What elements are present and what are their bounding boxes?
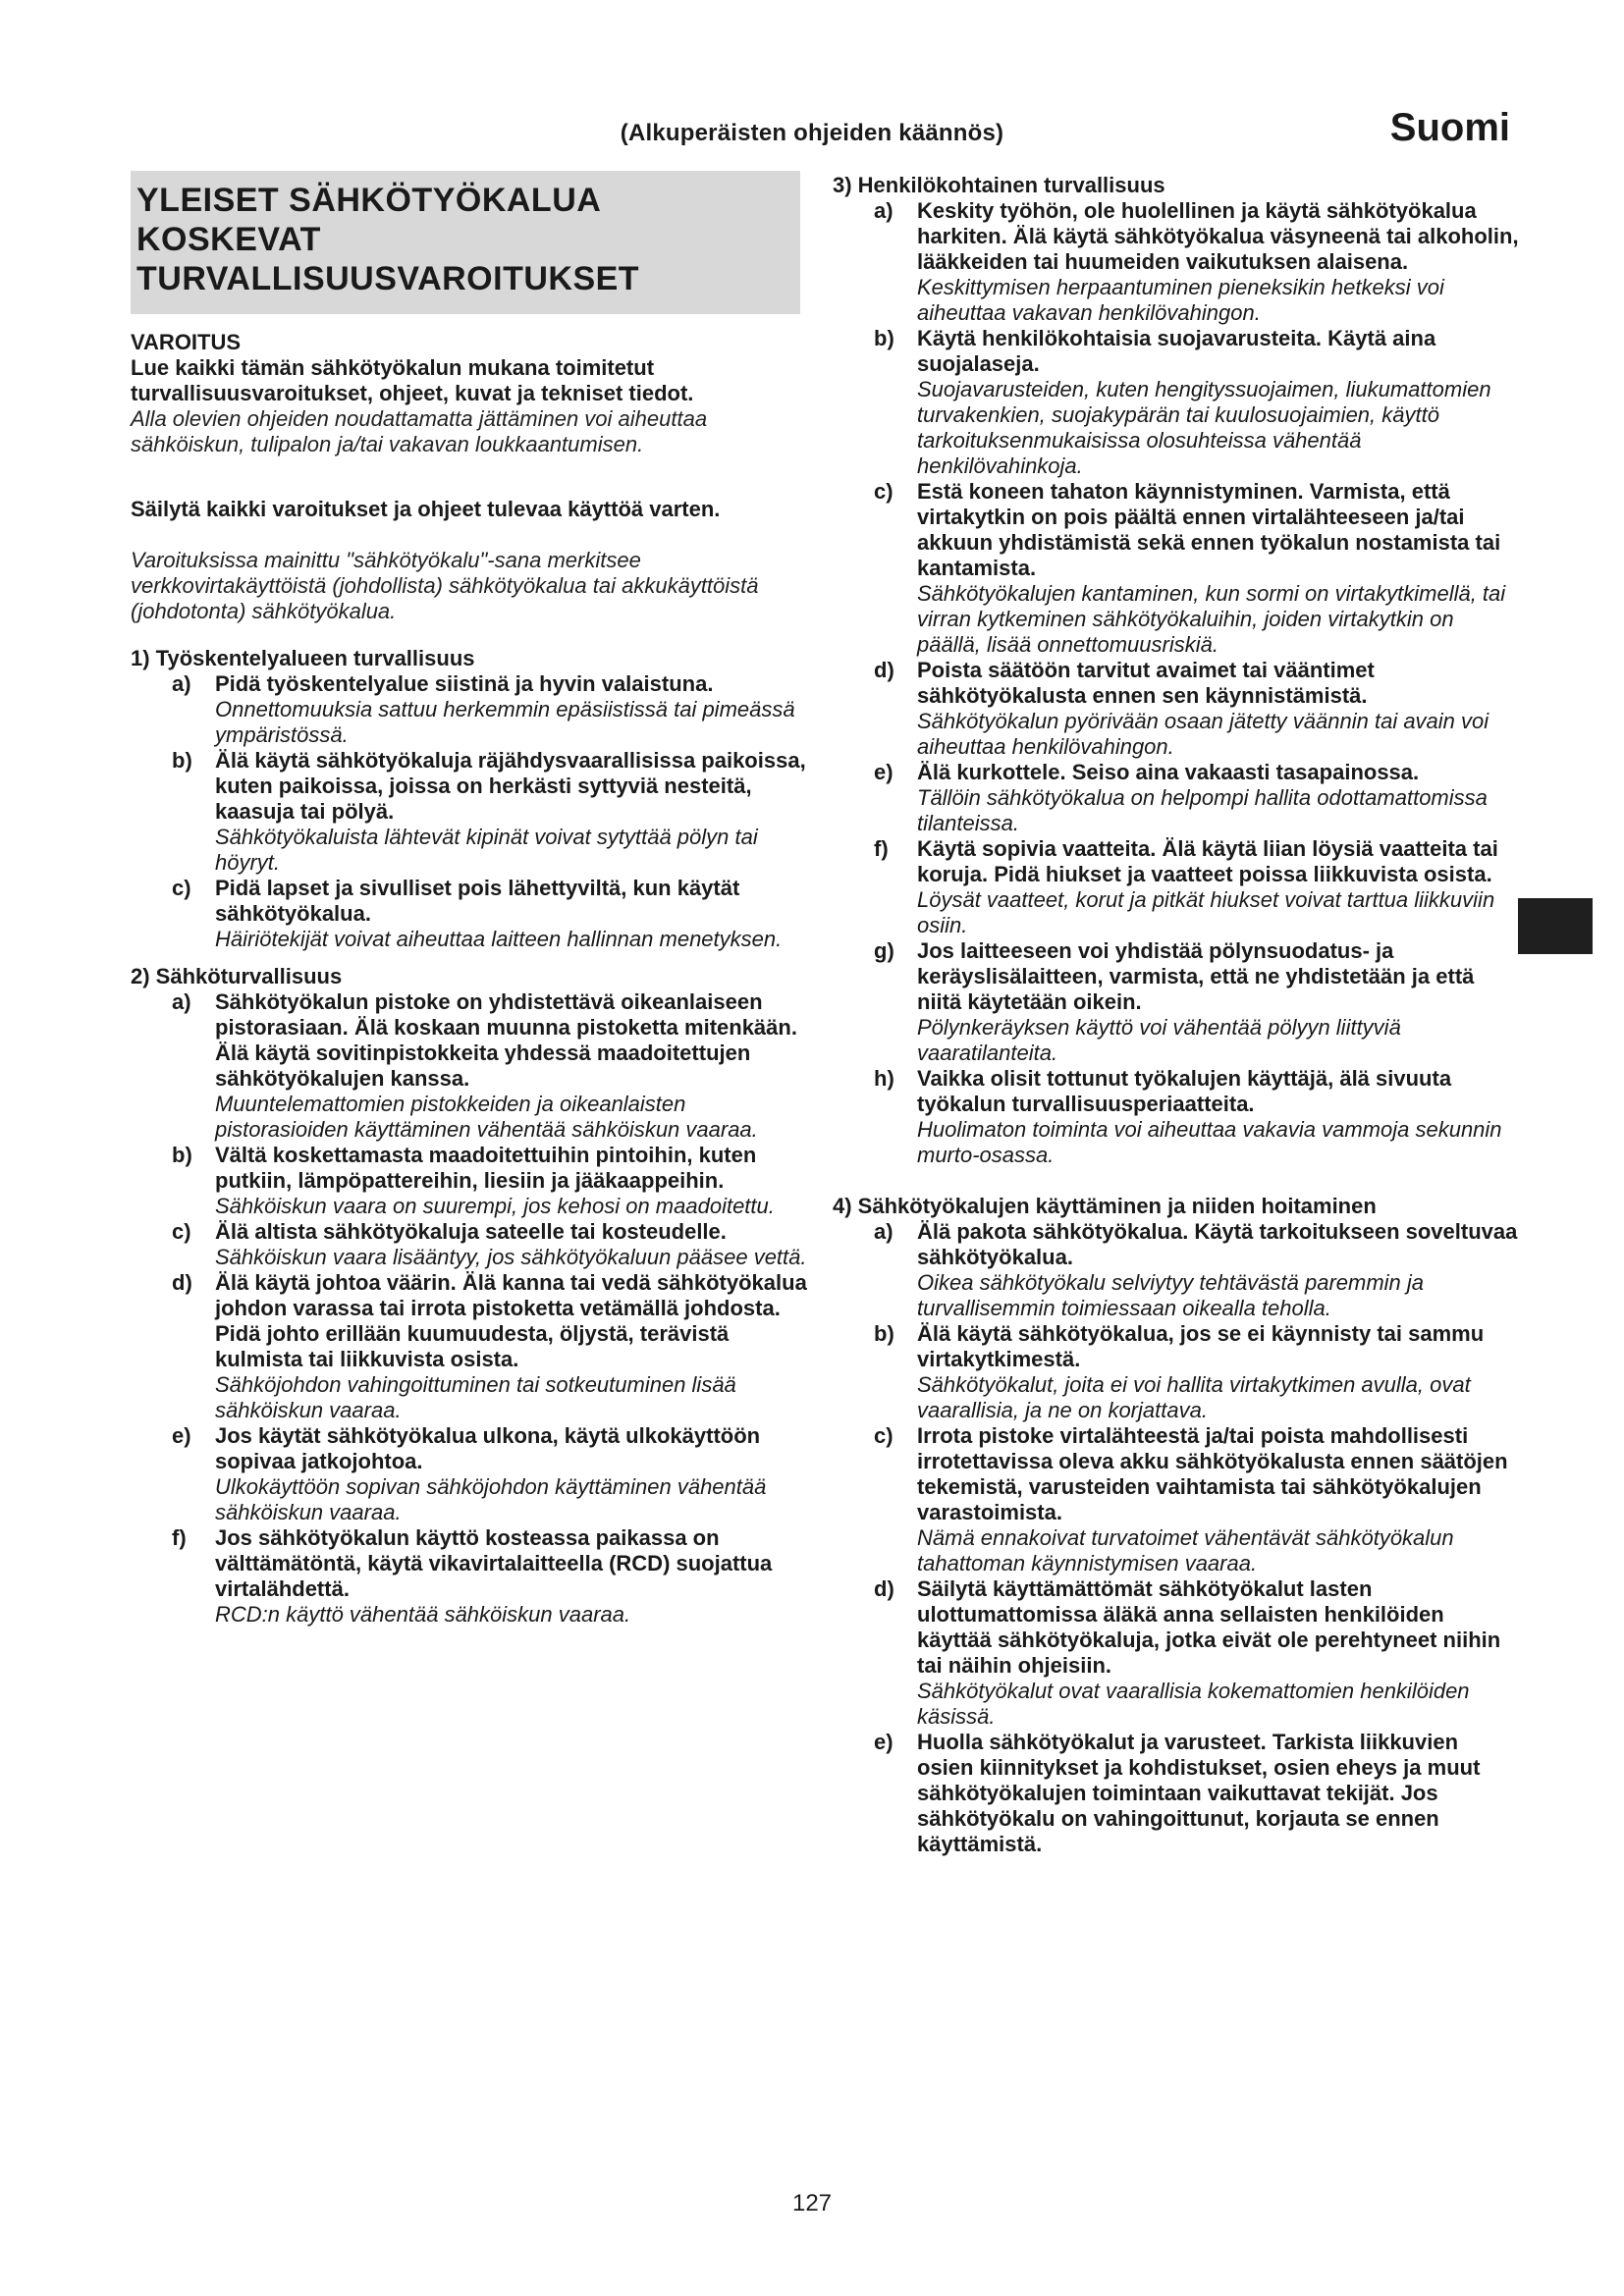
item-instruction: Pidä työskentelyalue siistinä ja hyvin valaistuna.: [215, 671, 714, 696]
item-instruction: Jos laitteeseen voi yhdistää pölynsuodatus- ja keräyslisälaitteen, varmista, että ne yhdistetään ja että niitä käytetään oikein.: [917, 938, 1475, 1014]
item-explanation: Sähköjohdon vahingoittuminen tai sotkeutuminen lisää sähköiskun vaaraa.: [215, 1372, 736, 1422]
item-letter: a): [172, 989, 191, 1014]
item-letter: c): [172, 1219, 191, 1244]
item-letter: c): [874, 479, 893, 504]
item-explanation: Tällöin sähkötyökalua on helpompi hallita odottamattomissa tilanteissa.: [917, 785, 1488, 835]
section-heading: 2) Sähköturvallisuus: [131, 964, 343, 988]
item-letter: h): [874, 1066, 894, 1091]
language-label: Suomi: [1389, 106, 1510, 149]
list-item: [833, 1321, 1520, 1423]
item-letter: b): [172, 1143, 192, 1167]
warning-text: Lue kaikki tämän sähkötyökalun mukana toimitetut turvallisuusvaroitukset, ohjeet, kuvat ja tekniset tiedot.: [131, 355, 694, 405]
translation-note: (Alkuperäisten ohjeiden käännös): [620, 120, 1004, 146]
item-letter: d): [172, 1270, 192, 1295]
list-item: [131, 671, 808, 748]
item-explanation: Sähkötyökalun pyörivään osaan jätetty väännin tai avain voi aiheuttaa henkilövahingon.: [917, 709, 1489, 759]
title-line-3: TURVALLISUUSVAROITUKSET: [136, 260, 640, 297]
item-instruction: Poista säätöön tarvitut avaimet tai vääntimet sähkötyökalusta ennen sen käynnistämistä.: [917, 658, 1375, 708]
item-explanation: Löysät vaatteet, korut ja pitkät hiukset voivat tarttua liikkuviin osiin.: [917, 887, 1495, 937]
item-explanation: Oikea sähkötyökalu selviytyy tehtävästä paremmin ja turvallisemmin toimiessaan oikealla teholla.: [917, 1270, 1425, 1320]
term-definition: Varoituksissa mainittu "sähkötyökalu"-sana merkitsee verkkovirtakäyttöistä (johdollista) sähkötyökalua tai akkukäyttöistä (johdotonta) sähkötyökalua.: [131, 548, 759, 623]
item-explanation: Sähköiskun vaara lisääntyy, jos sähkötyökaluun pääsee vettä.: [215, 1245, 807, 1269]
item-explanation: Sähkötyökalut, joita ei voi hallita virtakytkimen avulla, ovat vaarallisia, ja ne on korjattava.: [917, 1372, 1471, 1422]
item-explanation: Huolimaton toiminta voi aiheuttaa vakavia vammoja sekunnin murto-osassa.: [917, 1117, 1502, 1167]
item-letter: a): [172, 671, 191, 696]
section-tool-use-care: [833, 1194, 1520, 1857]
list-item: [833, 198, 1520, 326]
list-item: [131, 1219, 808, 1270]
warning-consequence: Alla olevien ohjeiden noudattamatta jättäminen voi aiheuttaa sähköiskun, tulipalon ja/tai vakavan loukkaantumisen.: [131, 406, 708, 456]
page-number: 127: [791, 2190, 833, 2216]
title-line-1: YLEISET SÄHKÖTYÖKALUA: [136, 182, 602, 219]
item-letter: d): [874, 1576, 894, 1601]
item-letter: c): [172, 876, 191, 900]
right-column: [833, 173, 1520, 1857]
item-instruction: Estä koneen tahaton käynnistyminen. Varmista, että virtakytkin on pois päältä ennen virtalähteeseen ja/tai akkuun yhdistämistä sekä ennen työkalun nostamista tai kantamista.: [917, 479, 1501, 580]
item-instruction: Käytä sopivia vaatteita. Älä käytä liian löysiä vaatteita tai koruja. Pidä hiukset ja vaatteet poissa liikkuvista osista.: [917, 836, 1498, 886]
section-personal-safety: [833, 173, 1520, 1168]
item-instruction: Keskity työhön, ole huolellinen ja käytä sähkötyökalua harkiten. Älä käytä sähkötyökalua väsyneenä tai alkoholin, lääkkeiden tai huumeiden vaikutuksen alaisena.: [917, 198, 1519, 274]
item-instruction: Älä käytä johtoa väärin. Älä kanna tai vedä sähkötyökalua johdon varassa tai irrota pistoketta vetämällä johdosta. Pidä johto erillään kuumuudesta, öljystä, terävistä kulmista tai liikkuvista osista.: [215, 1270, 807, 1371]
item-explanation: Sähkötyökalujen kantaminen, kun sormi on virtakytkimellä, tai virran kytkeminen sähkötyökaluihin, joiden virtakytkin on päällä, lisää onnettomuusriskiä.: [917, 581, 1506, 657]
list-item: [131, 1525, 808, 1628]
item-explanation: Pölynkeräyksen käyttö voi vähentää pölyyn liittyviä vaaratilanteita.: [917, 1015, 1401, 1065]
list-item: [833, 1219, 1520, 1321]
item-instruction: Älä käytä sähkötyökalua, jos se ei käynnisty tai sammu virtakytkimestä.: [917, 1321, 1485, 1371]
item-letter: b): [874, 326, 894, 350]
keep-instructions: Säilytä kaikki varoitukset ja ohjeet tulevaa käyttöä varten.: [131, 497, 721, 521]
warning-label: VAROITUS: [131, 330, 242, 354]
item-explanation: Keskittymisen herpaantuminen pieneksikin hetkeksi voi aiheuttaa vakavan henkilövahingon.: [917, 275, 1444, 325]
list-item: [131, 1143, 808, 1219]
item-letter: f): [874, 836, 889, 861]
list-item: [833, 760, 1520, 836]
list-item: [131, 876, 808, 952]
item-letter: f): [172, 1525, 187, 1550]
section-electrical-safety: [131, 964, 808, 1628]
item-explanation: RCD:n käyttö vähentää sähköiskun vaaraa.: [215, 1602, 631, 1627]
item-explanation: Suojavarusteiden, kuten hengityssuojaimen, liukumattomien turvakenkien, suojakypärän tai kuulosuojaimien, käyttö tarkoituksenmukaisissa olosuhteissa vähentää henkilövahinkoja.: [917, 377, 1491, 478]
item-explanation: Ulkokäyttöön sopivan sähköjohdon käyttäminen vähentää sähköiskun vaaraa.: [215, 1474, 767, 1524]
item-letter: b): [874, 1321, 894, 1346]
item-explanation: Häiriötekijät voivat aiheuttaa laitteen hallinnan menetyksen.: [215, 927, 783, 951]
list-item: [833, 1576, 1520, 1730]
item-instruction: Vältä koskettamasta maadoitettuihin pintoihin, kuten putkiin, lämpöpattereihin, liesiin ja jääkaappeihin.: [215, 1143, 757, 1193]
item-instruction: Jos sähkötyökalun käyttö kosteassa paikassa on välttämätöntä, käytä vikavirtalaitteella (RCD) suojattua virtalähdettä.: [215, 1525, 773, 1601]
list-item: [833, 836, 1520, 938]
section-heading: 4) Sähkötyökalujen käyttäminen ja niiden hoitaminen: [833, 1194, 1377, 1218]
item-instruction: Sähkötyökalun pistoke on yhdistettävä oikeanlaiseen pistorasiaan. Älä koskaan muunna pistoketta mitenkään. Älä käytä sovitinpistokkeita yhdessä maadoitettujen sähkötyökalujen kanssa.: [215, 989, 797, 1091]
item-instruction: Irrota pistoke virtalähteestä ja/tai poista mahdollisesti irrotettavissa oleva akku sähkötyökalusta ennen säätöjen tekemistä, varusteiden vaihtamista tai sähkötyökalujen varastoimista.: [917, 1423, 1508, 1524]
item-instruction: Älä altista sähkötyökaluja sateelle tai kosteudelle.: [215, 1219, 727, 1244]
item-explanation: Sähkötyökalut ovat vaarallisia kokemattomien henkilöiden käsissä.: [917, 1679, 1470, 1729]
item-explanation: Muuntelemattomien pistokkeiden ja oikeanlaisten pistorasioiden käyttäminen vähentää sähköiskun vaaraa.: [215, 1092, 758, 1142]
item-instruction: Huolla sähkötyökalut ja varusteet. Tarkista liikkuvien osien kiinnitykset ja kohdistukset, osien eheys ja muut sähkötyökalujen toimintaan vaikuttavat tekijät. Jos sähkötyökalu on vahingoittunut, korjauta se ennen käyttämistä.: [917, 1730, 1481, 1856]
item-explanation: Sähkötyökaluista lähtevät kipinät voivat sytyttää pölyn tai höyryt.: [215, 825, 758, 875]
list-item: [833, 1066, 1520, 1168]
item-instruction: Älä pakota sähkötyökalua. Käytä tarkoitukseen soveltuvaa sähkötyökalua.: [917, 1219, 1518, 1269]
item-explanation: Sähköiskun vaara on suurempi, jos kehosi on maadoitettu.: [215, 1194, 775, 1218]
item-instruction: Jos käytät sähkötyökalua ulkona, käytä ulkokäyttöön sopivaa jatkojohtoa.: [215, 1423, 761, 1473]
item-explanation: Nämä ennakoivat turvatoimet vähentävät sähkötyökalun tahattoman käynnistymisen vaaraa.: [917, 1525, 1454, 1575]
list-item: [131, 748, 808, 876]
title-line-2: KOSKEVAT: [136, 221, 321, 258]
list-item: [833, 326, 1520, 479]
list-item: [131, 989, 808, 1143]
item-instruction: Vaikka olisit tottunut työkalujen käyttäjä, älä sivuuta työkalun turvallisuusperiaatteita.: [917, 1066, 1452, 1116]
section-heading: 1) Työskentelyalueen turvallisuus: [131, 646, 475, 670]
language-tab-marker: [1518, 898, 1593, 954]
section-work-area: [131, 646, 808, 952]
item-instruction: Älä kurkottele. Seiso aina vakaasti tasapainossa.: [917, 760, 1420, 784]
list-item: [833, 938, 1520, 1066]
item-letter: g): [874, 938, 894, 963]
list-item: [833, 479, 1520, 658]
left-column: [131, 330, 808, 1628]
section-title-box: [131, 171, 800, 314]
item-letter: a): [874, 198, 893, 223]
item-letter: c): [874, 1423, 893, 1448]
section-heading: 3) Henkilökohtainen turvallisuus: [833, 173, 1165, 197]
item-instruction: Älä käytä sähkötyökaluja räjähdysvaarallisissa paikoissa, kuten paikoissa, joissa on herkästi syttyviä nesteitä, kaasuja tai pölyä.: [215, 748, 806, 824]
item-letter: e): [874, 760, 893, 784]
item-instruction: Säilytä käyttämättömät sähkötyökalut lasten ulottumattomissa äläkä anna sellaisten henkilöiden käyttää sähkötyökaluja, jotka eivät ole perehtyneet niihin tai näihin ohjeisiin.: [917, 1576, 1501, 1678]
list-item: [833, 1423, 1520, 1576]
item-letter: b): [172, 748, 192, 773]
list-item: [131, 1423, 808, 1525]
list-item: [833, 1730, 1520, 1857]
list-item: [131, 1270, 808, 1423]
item-instruction: Käytä henkilökohtaisia suojavarusteita. Käytä aina suojalaseja.: [917, 326, 1436, 376]
list-item: [833, 658, 1520, 760]
item-instruction: Pidä lapset ja sivulliset pois lähettyviltä, kun käytät sähkötyökalua.: [215, 876, 740, 926]
item-explanation: Onnettomuuksia sattuu herkemmin epäsiistissä tai pimeässä ympäristössä.: [215, 697, 795, 747]
item-letter: a): [874, 1219, 893, 1244]
item-letter: d): [874, 658, 894, 682]
item-letter: e): [172, 1423, 191, 1448]
item-letter: e): [874, 1730, 893, 1754]
